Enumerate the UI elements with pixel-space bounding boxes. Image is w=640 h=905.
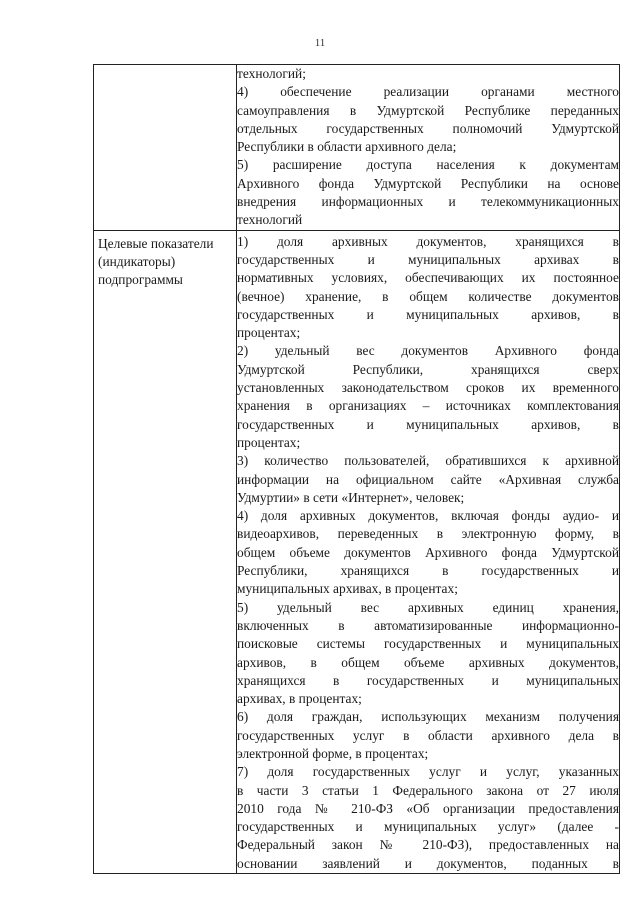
text-line: государственных и муниципальных архивах в — [237, 251, 619, 267]
text-line: электронной форме, в процентах; — [237, 745, 429, 761]
text-line: 6) доля граждан, использующих механизм получения — [237, 709, 619, 725]
text-line: процентах; — [237, 434, 301, 450]
text-line: 4) обеспечение реализации органами местного — [237, 84, 619, 100]
text-line: технологий; — [237, 66, 306, 81]
text-line: поисковые системы государственных и муниципальных — [237, 636, 619, 652]
text-line: Удмуртской Республики, хранящихся сверх — [237, 361, 619, 377]
text-line: 4) доля архивных документов, включая фонды аудио- и — [237, 508, 619, 524]
text-line: 2) удельный вес документов Архивного фонда — [237, 343, 619, 359]
text-line: государственных и муниципальных архивов, в — [237, 306, 619, 322]
text-line: государственных услуг в области архивного дела в — [237, 727, 619, 743]
text-line: в части 3 статьи 1 Федерального закона от 27 июля — [237, 782, 619, 798]
row-content-cell — [237, 230, 620, 873]
text-line: государственных и муниципальных услуг» (далее - — [237, 819, 619, 835]
text-line: 5) расширение доступа населения к документам — [237, 157, 619, 173]
text-line: процентах; — [237, 325, 301, 341]
row-label: Целевые показатели (индикаторы) подпрограммы — [98, 235, 214, 288]
text-line: хранения в организациях – источниках комплектования — [237, 398, 619, 414]
text-line: архивов, в общем объеме архивных документов, — [237, 654, 619, 670]
text-line: Федеральный закон № 210-ФЗ), предоставленных на — [237, 837, 619, 853]
text-line: 7) доля государственных услуг и услуг, указанных — [237, 764, 619, 780]
row-content — [237, 233, 619, 873]
text-line: Архивного фонда Удмуртской Республики на основе — [237, 175, 619, 191]
text-line: (вечное) хранение, в общем количестве документов — [237, 288, 619, 304]
text-line: Удмуртии» в сети «Интернет», человек; — [237, 489, 465, 505]
text-line: архивах, в процентах; — [237, 691, 362, 707]
row-content-cell — [237, 65, 620, 231]
text-line: основании заявлений и документов, поданных в — [237, 855, 619, 871]
text-line: 3) количество пользователей, обратившихся к архивной — [237, 453, 619, 469]
text-line: внедрения информационных и телекоммуникационных — [237, 194, 619, 210]
text-line: видеоархивов, переведенных в электронную форму, в — [237, 526, 619, 542]
text-line: нормативных условиях, обеспечивающих их постоянное — [237, 270, 619, 286]
text-line: отдельных государственных полномочий Удмуртской — [237, 120, 619, 136]
row-label-cell — [94, 65, 237, 231]
text-line: муниципальных архивах, в процентах; — [237, 581, 458, 597]
text-line: хранящихся в государственных и муниципальных — [237, 672, 619, 688]
text-line: 2010 года № 210-ФЗ «Об организации предоставления — [237, 800, 619, 816]
text-line: Республики в области архивного дела; — [237, 139, 457, 155]
text-line: 5) удельный вес архивных единиц хранения, — [237, 599, 619, 615]
text-line: общем объеме документов Архивного фонда Удмуртской — [237, 544, 619, 560]
page-number: 11 — [314, 37, 326, 49]
table-row-tasks-continued — [94, 65, 620, 231]
text-line: включенных в автоматизированные информационно- — [237, 617, 619, 633]
text-line: самоуправления в Удмуртской Республике переданных — [237, 102, 619, 118]
text-line: Республики, хранящихся в государственных и — [237, 563, 619, 579]
text-line: технологий — [237, 212, 303, 228]
text-line: 1) доля архивных документов, хранящихся в — [237, 233, 619, 249]
text-line: информации на официальном сайте «Архивная служба — [237, 471, 619, 487]
text-line: государственных и муниципальных архивов, в — [237, 416, 619, 432]
row-label-cell — [94, 230, 237, 873]
row-label — [94, 65, 236, 69]
row-content — [237, 65, 619, 230]
text-line: установленных законодательством сроков их временного — [237, 380, 619, 396]
program-table — [93, 64, 620, 874]
table-row-target-indicators — [94, 230, 620, 873]
